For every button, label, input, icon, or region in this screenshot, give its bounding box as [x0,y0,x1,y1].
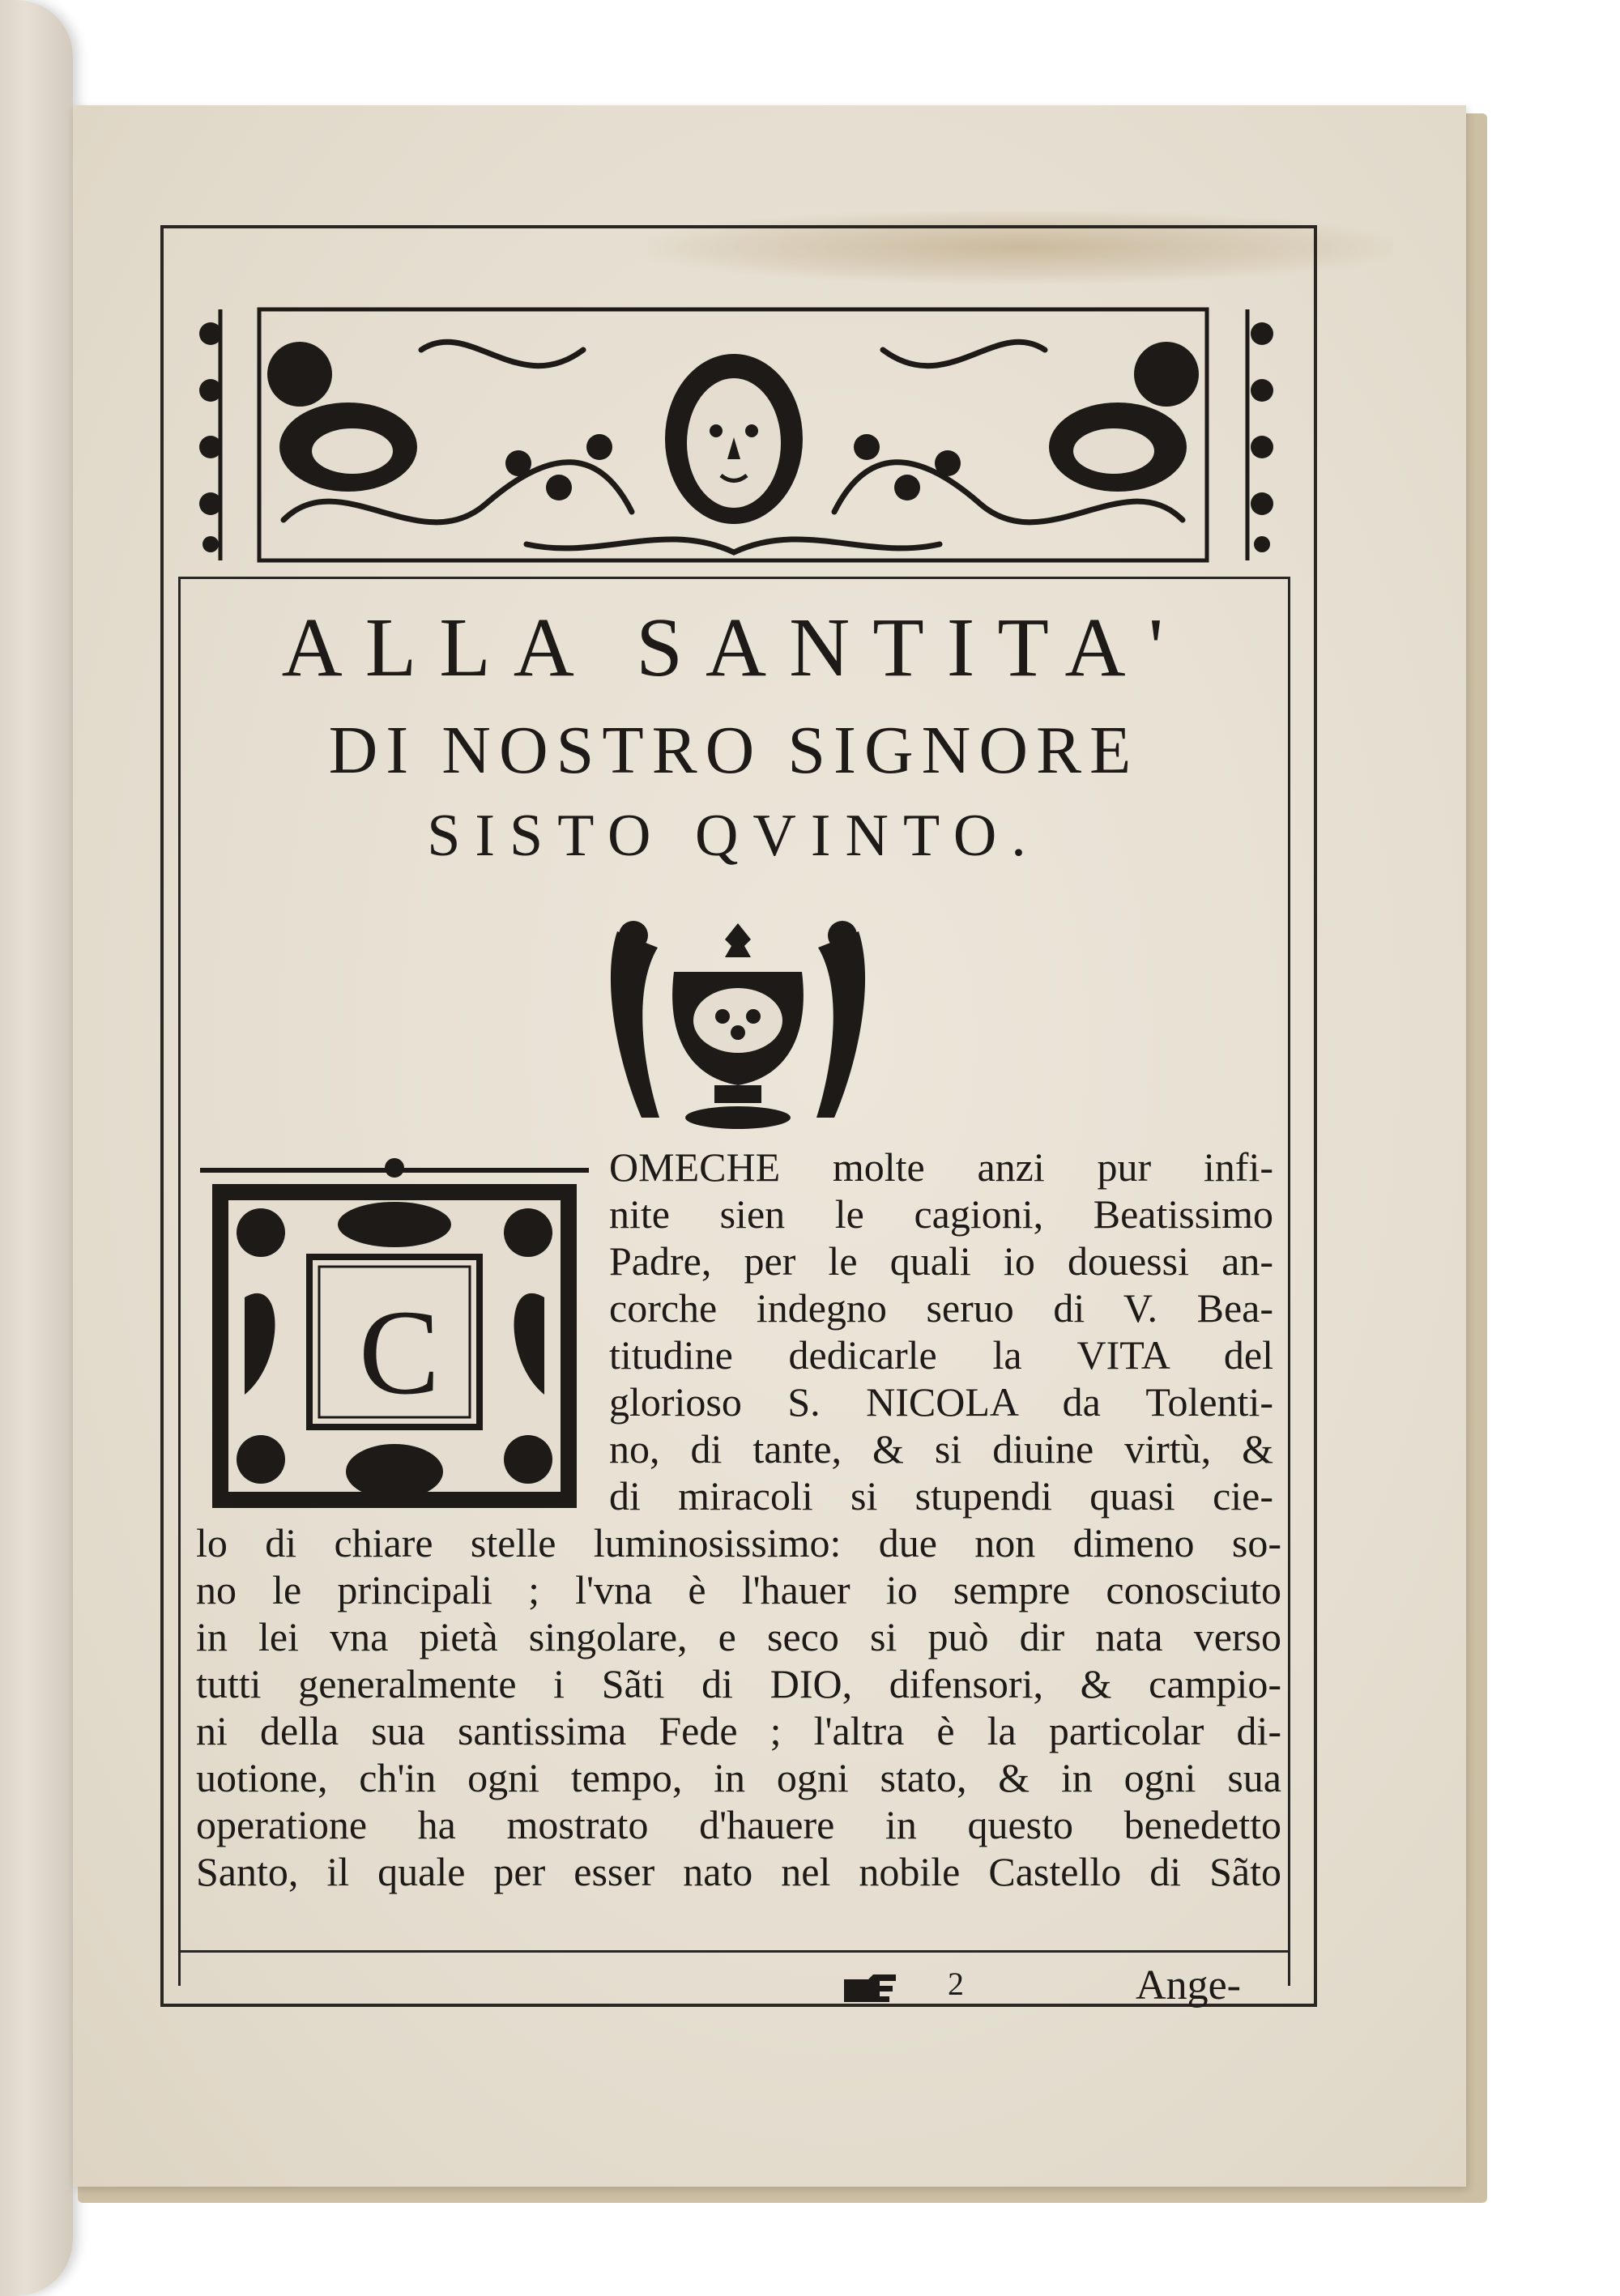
text-line: uotione, ch'in ogni tempo, in ogni stato, & in ogni sua [196,1755,1281,1800]
footer-rule [178,1950,1290,1953]
text-line: ni della sua santissima Fede ; l'altra è la particolar di- [196,1708,1281,1753]
title-line-2: DI NOSTRO SIGNORE [328,713,1140,788]
pointing-hand-icon [842,1966,899,1999]
text-line: nite sien le cagioni, Beatissimo [609,1191,1273,1237]
body-full-text [196,1519,1281,1895]
title-line-3: SISTO QVINTO. [427,803,1041,869]
text-line: glorioso S. NICOLA da Tolenti- [609,1379,1273,1425]
text-line: corche indegno seruo di V. Bea- [609,1285,1273,1331]
woodcut-banner-icon [178,301,1290,569]
text-line: no, di tante, & si diuine virtù, & [609,1426,1273,1472]
text-line: OMECHE molte anzi pur infi- [609,1144,1273,1190]
drop-cap-letter: C [358,1285,441,1420]
vase-ornament-icon [601,915,875,1134]
header-rule [178,577,1290,579]
text-line: tutti generalmente i Sãti di DIO, difensori, & campio- [196,1661,1281,1706]
text-line: lo di chiare stelle luminosissimo: due non dimeno so- [196,1520,1281,1565]
page-number: 2 [948,1966,964,2002]
text-line: Santo, il quale per esser nato nel nobile Castello di Sãto [196,1849,1281,1894]
text-line: di miracoli si stupendi quasi cie- [609,1473,1273,1519]
catchword: Ange- [1136,1962,1241,2008]
text-line: Padre, per le quali io douessi an- [609,1238,1273,1284]
text-line: titudine dedicarle la VITA del [609,1332,1273,1378]
page-footer [842,1962,1280,2010]
body-indented-text [609,1144,1273,1519]
text-line: no le principali ; l'vna è l'hauer io sempre conosciuto [196,1567,1281,1612]
title-line-1: ALLA SANTITA' [281,601,1187,694]
text-line: operatione ha mostrato d'hauere in questo benedetto [196,1802,1281,1847]
text-line: in lei vna pietà singolare, e seco si può dir nata verso [196,1614,1281,1659]
facing-page-edge [0,0,73,2296]
